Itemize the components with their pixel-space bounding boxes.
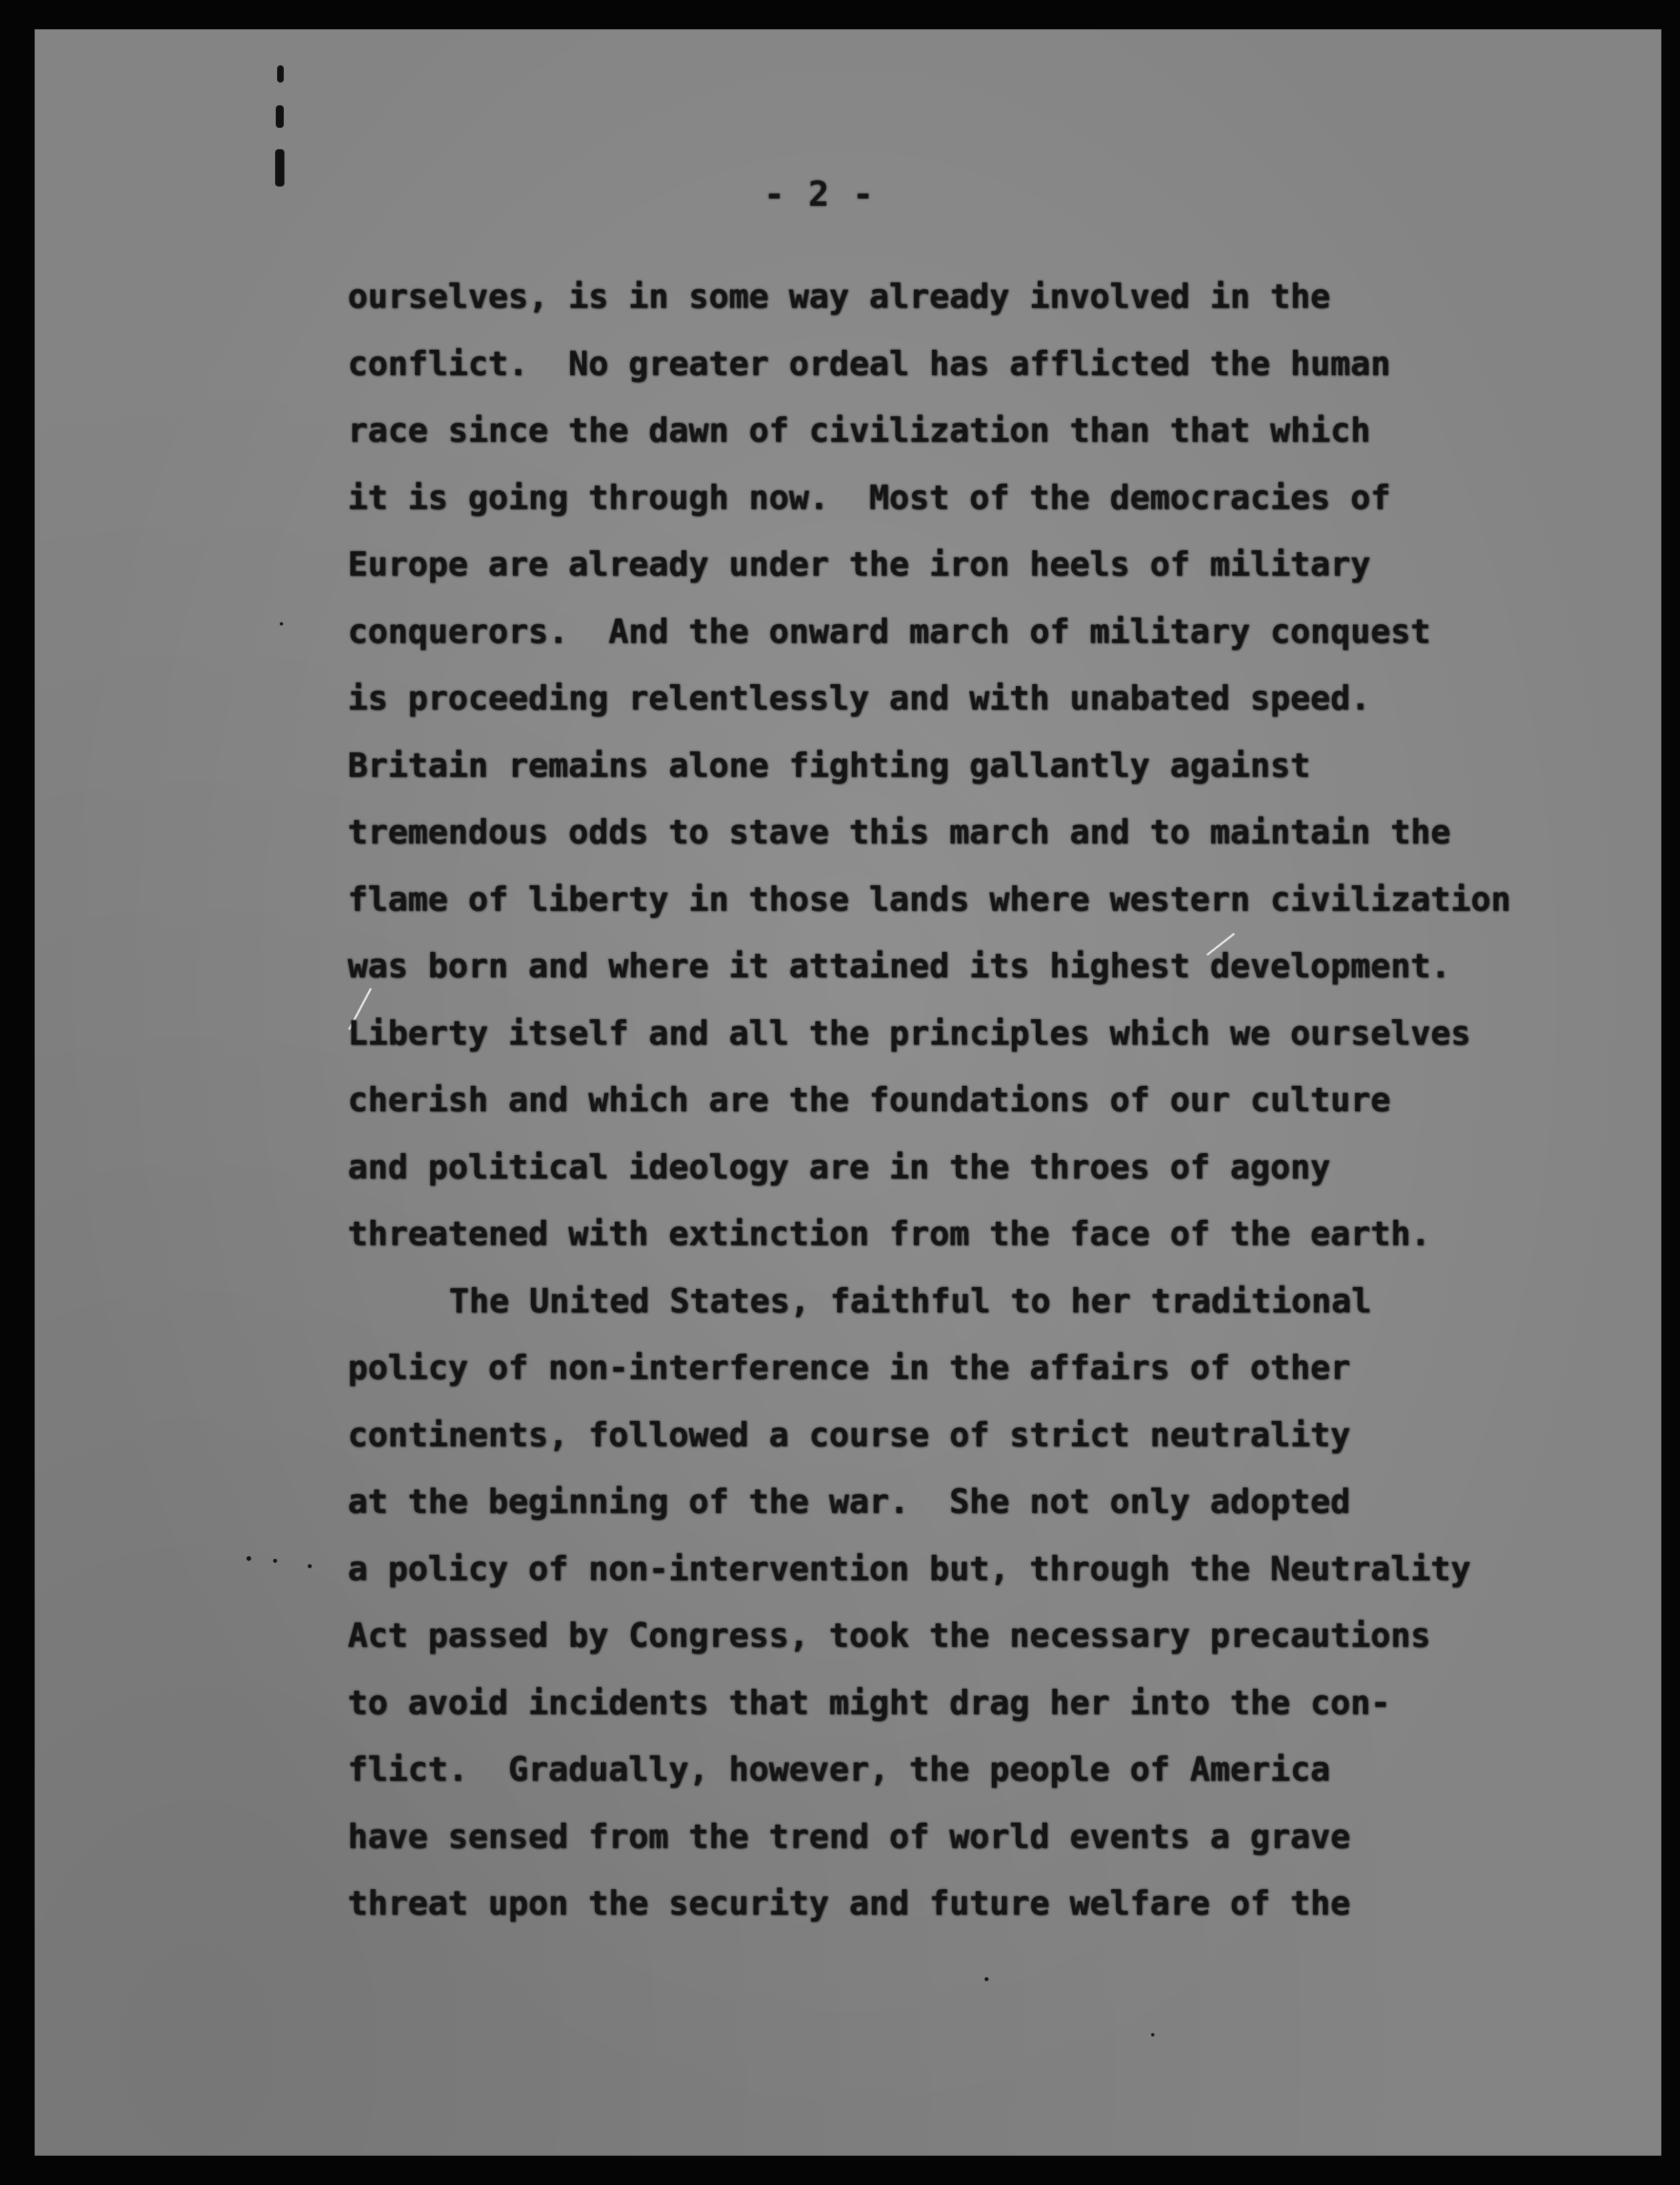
text-line: Liberty itself and all the principles which we ourselves — [348, 1013, 1471, 1053]
text-line: Britain remains alone fighting gallantly against — [348, 745, 1310, 785]
text-line: and political ideology are in the throes of agony — [348, 1147, 1331, 1186]
text-line: at the beginning of the war. She not only adopted — [348, 1482, 1351, 1521]
text-line: threat upon the security and future welfare of the — [348, 1884, 1351, 1923]
text-line: tremendous odds to stave this march and to maintain the — [348, 813, 1451, 851]
text-line: have sensed from the trend of world events a grave — [348, 1817, 1351, 1856]
text-line: race since the dawn of civilization than that which — [348, 411, 1371, 450]
text-line: is proceeding relentlessly and with unabated speed. — [348, 679, 1371, 717]
paragraph-first-line: The United States, faithful to her traditional — [449, 1281, 1372, 1320]
text-line: policy of non-interference in the affairs of other — [348, 1348, 1351, 1387]
text-line: was born and where it attained its highest development. — [348, 947, 1451, 985]
text-line: a policy of non-intervention but, through the Neutrality — [348, 1549, 1471, 1588]
text-line: flict. Gradually, however, the people of America — [348, 1750, 1331, 1789]
body-text — [348, 273, 1547, 1947]
text-line: to avoid incidents that might drag her into the con- — [348, 1683, 1391, 1722]
text-line: conflict. No greater ordeal has afflicted the human — [348, 344, 1391, 383]
text-line: it is going through now. Most of the democracies of — [348, 478, 1391, 517]
text-line: Europe are already under the iron heels of military — [348, 545, 1371, 584]
text-line: flame of liberty in those lands where western civilization — [348, 879, 1511, 919]
text-line: conquerors. And the onward march of military conquest — [348, 612, 1431, 651]
binding-marks — [273, 65, 290, 199]
text-line: Act passed by Congress, took the necessary precautions — [348, 1616, 1431, 1655]
text-line: threatened with extinction from the face of the earth. — [348, 1214, 1431, 1253]
text-line: ourselves, is in some way already involved in the — [348, 277, 1331, 316]
page-number: - 2 - — [763, 175, 875, 215]
text-line: cherish and which are the foundations of our culture — [348, 1081, 1391, 1119]
text-line: continents, followed a course of strict neutrality — [348, 1415, 1351, 1454]
